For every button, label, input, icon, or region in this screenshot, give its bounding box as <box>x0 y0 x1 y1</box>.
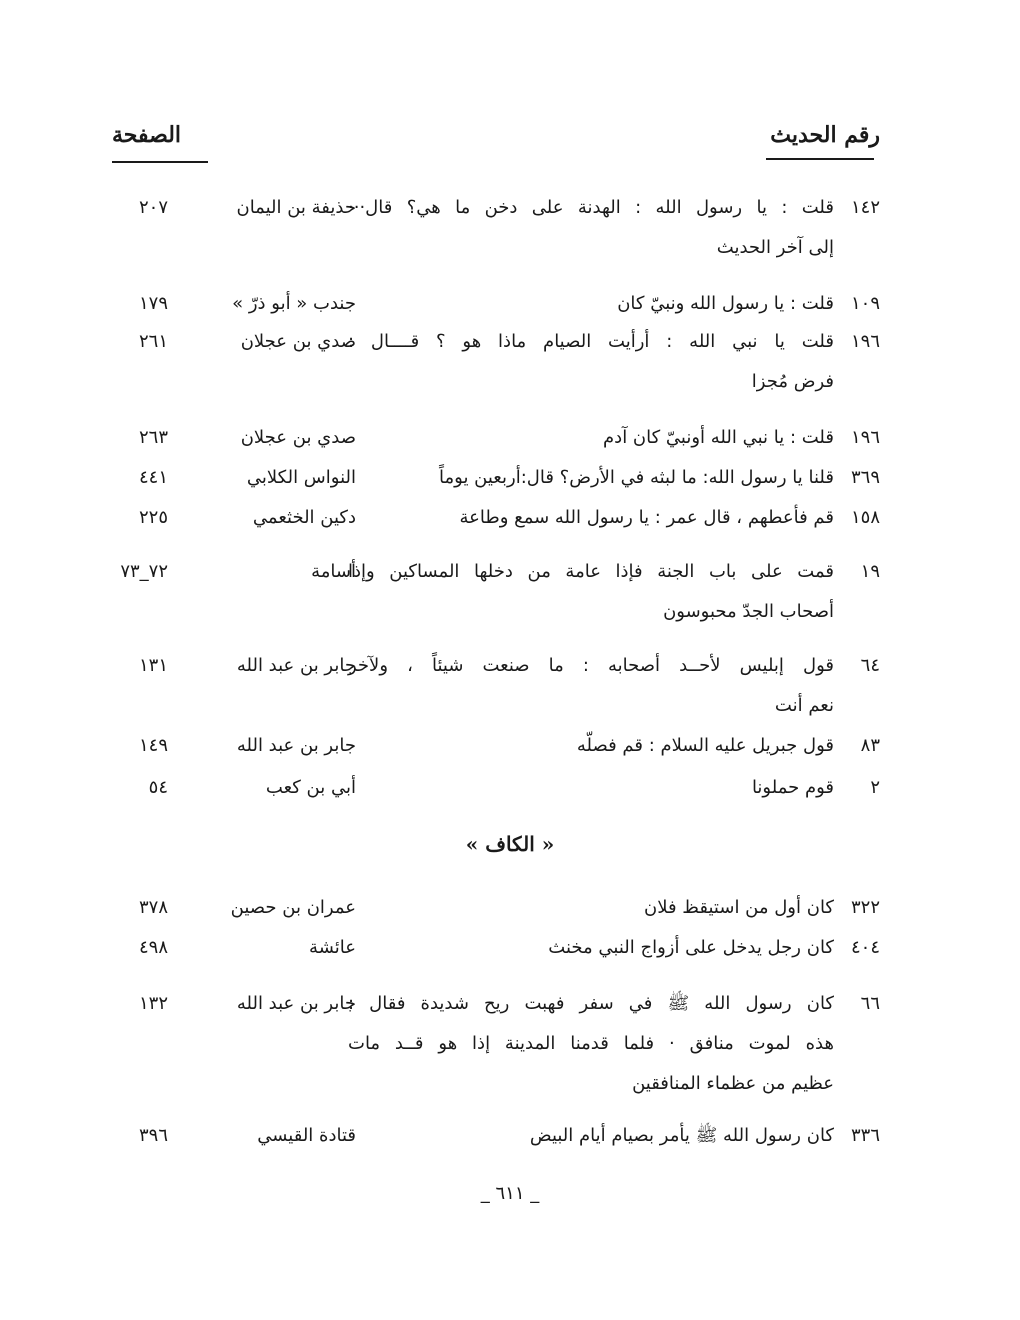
index-entry-continuation <box>0 364 1020 400</box>
page-reference: ١٧٩ <box>138 293 168 314</box>
narrator-name: حذيفة بن اليمان <box>236 197 356 218</box>
page-reference: ٥٤ <box>148 777 168 798</box>
narrator-name: أسامة <box>311 561 356 582</box>
narrator-name: جابر بن عبد الله <box>236 993 356 1014</box>
hadith-number: ٣٦٩ <box>850 467 880 488</box>
narrator-name: جندب « أبو ذرّ » <box>232 293 356 314</box>
index-entry <box>0 890 1020 926</box>
page-reference: ٣٩٦ <box>138 1125 168 1146</box>
index-entry <box>0 554 1020 590</box>
hadith-text-continued: فرض مُجزا <box>751 371 834 392</box>
hadith-text-continued: إلى آخر الحديث <box>716 237 834 258</box>
page-reference: ٢٠٧ <box>138 197 168 218</box>
hadith-number: ١٥٨ <box>850 507 880 528</box>
hadith-text: كان رسول الله ﷺ في سفر فهبت ريح شديدة فقال : <box>348 993 834 1014</box>
page-reference: ٤٩٨ <box>138 937 168 958</box>
page-reference: ٢٦٣ <box>138 427 168 448</box>
section-heading: « الكاف » <box>465 832 555 856</box>
index-entry <box>0 986 1020 1022</box>
page-reference: ١٣٢ <box>138 993 168 1014</box>
narrator-name: دكين الخثعمي <box>252 507 356 528</box>
narrator-name: صدي بن عجلان <box>240 331 356 352</box>
index-entry <box>0 286 1020 322</box>
hadith-number: ٦٦ <box>860 993 880 1014</box>
header-underline-left <box>112 161 208 163</box>
index-entry <box>0 930 1020 966</box>
hadith-number: ٣٢٢ <box>850 897 880 918</box>
narrator-name: أبي بن كعب <box>265 777 356 798</box>
header-underline-right <box>766 158 874 160</box>
index-entry <box>0 500 1020 536</box>
hadith-text: قول إبليس لأحــد أصحابه : ما صنعت شيئاً ، ولآخر <box>348 655 834 676</box>
hadith-number: ٢ <box>870 777 880 798</box>
page-reference: ٤٤١ <box>138 467 168 488</box>
hadith-number: ٨٣ <box>860 735 880 756</box>
hadith-number: ٣٣٦ <box>850 1125 880 1146</box>
index-entry <box>0 460 1020 496</box>
index-entry <box>0 420 1020 456</box>
hadith-text-continued: عظيم من عظماء المنافقين <box>632 1073 834 1094</box>
hadith-number: ١٩٦ <box>850 427 880 448</box>
narrator-name: جابر بن عبد الله <box>236 735 356 756</box>
hadith-text: كان رجل يدخل على أزواج النبي مخنث <box>548 937 834 958</box>
hadith-text-continued: هذه لموت منافق · فلما قدمنا المدينة إذا هو قــد مات <box>348 1033 834 1054</box>
index-entry-continuation <box>0 230 1020 266</box>
page-reference: ٧٢_٧٣ <box>120 561 168 582</box>
hadith-number: ٦٤ <box>860 655 880 676</box>
narrator-name: عائشة <box>309 937 356 958</box>
hadith-text-continued: نعم أنت <box>774 695 834 716</box>
hadith-number: ١٩ <box>860 561 880 582</box>
hadith-text: قوم حملونا <box>751 777 834 798</box>
hadith-number: ٤٠٤ <box>850 937 880 958</box>
hadith-number-header: رقم الحديث <box>770 122 880 148</box>
index-entry-continuation <box>0 1026 1020 1062</box>
hadith-text: كان أول من استيقظ فلان <box>644 897 834 918</box>
index-entry-continuation <box>0 688 1020 724</box>
page-number: _ ٦١١ _ <box>480 1183 540 1204</box>
hadith-text: قلت : يا رسول الله ونبيّ كان <box>617 293 834 314</box>
index-entry <box>0 728 1020 764</box>
hadith-text: كان رسول الله ﷺ يأمر بصيام أيام البيض <box>529 1125 834 1146</box>
hadith-text: قلت : يا رسول الله : الهدنة على دخن ما هي؟ قال··· <box>348 197 834 218</box>
hadith-number: ١٠٩ <box>850 293 880 314</box>
hadith-text-continued: أصحاب الجدّ محبوسون <box>663 601 834 622</box>
narrator-name: قتادة القيسي <box>257 1125 356 1146</box>
page-reference: ٣٧٨ <box>138 897 168 918</box>
index-entry-continuation <box>0 1066 1020 1102</box>
index-entry <box>0 324 1020 360</box>
narrator-name: صدي بن عجلان <box>240 427 356 448</box>
page-reference: ٢٢٥ <box>138 507 168 528</box>
hadith-number: ١٤٢ <box>850 197 880 218</box>
hadith-text: قم فأعطهم ، قال عمر : يا رسول الله سمع وطاعة <box>459 507 834 528</box>
hadith-text: قلنا يا رسول الله: ما لبثه في الأرض؟ قال:أربعين يوماً <box>439 467 834 488</box>
page-reference: ١٤٩ <box>138 735 168 756</box>
hadith-text: قول جبريل عليه السلام : قم فصلّه <box>576 735 834 756</box>
page-reference: ٢٦١ <box>138 331 168 352</box>
index-entry <box>0 648 1020 684</box>
hadith-text: قلت : يا نبي الله أونبيّ كان آدم <box>603 427 834 448</box>
narrator-name: جابر بن عبد الله <box>236 655 356 676</box>
page-column-header: الصفحة <box>112 122 182 148</box>
index-entry <box>0 770 1020 806</box>
hadith-number: ١٩٦ <box>850 331 880 352</box>
index-entry <box>0 190 1020 226</box>
narrator-name: عمران بن حصين <box>230 897 356 918</box>
narrator-name: النواس الكلابي <box>246 467 356 488</box>
index-entry-continuation <box>0 594 1020 630</box>
hadith-text: قمت على باب الجنة فإذا عامة من دخلها المساكين وإذا <box>348 561 834 582</box>
hadith-text: قلت يا نبي الله : أرأيت الصيام ماذا هو ؟ قــــال : <box>348 331 834 352</box>
page-reference: ١٣١ <box>138 655 168 676</box>
index-entry <box>0 1118 1020 1154</box>
